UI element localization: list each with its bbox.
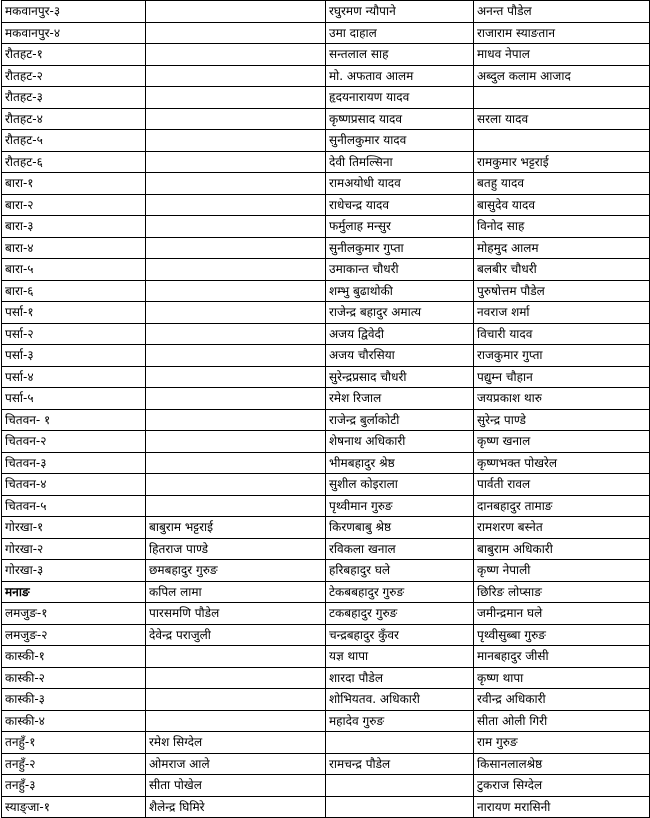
candidate-cell-col2 — [146, 409, 326, 431]
candidate-cell-col3: किरणबाबु श्रेष्ठ — [326, 517, 474, 539]
candidate-cell-col3: टकबहादुर गुरुङ — [326, 603, 474, 625]
candidate-cell-col2: शैलेन्द्र घिमिरे — [146, 796, 326, 818]
table-row — [2, 624, 650, 646]
candidate-cell-col4: बतहु यादव — [474, 173, 650, 195]
candidate-cell-col3: भीमबहादुर श्रेष्ठ — [326, 452, 474, 474]
table-row — [2, 517, 650, 539]
constituency-cell: पर्सा-३ — [2, 345, 146, 367]
candidate-cell-col2: पारसमणि पौडेल — [146, 603, 326, 625]
constituency-cell: चितवन-५ — [2, 495, 146, 517]
table-row — [2, 44, 650, 66]
constituency-cell: बारा-३ — [2, 216, 146, 238]
constituency-cell: लमजुङ-२ — [2, 624, 146, 646]
candidate-cell-col2 — [146, 87, 326, 109]
candidate-cell-col2 — [146, 495, 326, 517]
table-row — [2, 753, 650, 775]
candidate-cell-col4: कृष्ण खनाल — [474, 431, 650, 453]
constituency-cell: रौतहट-१ — [2, 44, 146, 66]
candidate-cell-col4: छिरिङ लोप्साङ — [474, 581, 650, 603]
constituency-cell: रौतहट-२ — [2, 65, 146, 87]
table-row — [2, 345, 650, 367]
candidate-cell-col2 — [146, 108, 326, 130]
table-row — [2, 646, 650, 668]
candidate-cell-col2: देवेन्द्र पराजुली — [146, 624, 326, 646]
table-row — [2, 22, 650, 44]
constituency-cell: मकवानपुर-३ — [2, 1, 146, 23]
candidate-cell-col2 — [146, 44, 326, 66]
candidate-cell-col3: सुरेन्द्रप्रसाद चौधरी — [326, 366, 474, 388]
constituency-cell: चितवन-३ — [2, 452, 146, 474]
constituency-cell: कास्की-४ — [2, 710, 146, 732]
constituency-cell: गोरखा-१ — [2, 517, 146, 539]
constituency-cell: चितवन-४ — [2, 474, 146, 496]
candidate-cell-col2 — [146, 646, 326, 668]
candidate-cell-col4: कृष्ण नेपाली — [474, 560, 650, 582]
candidate-cell-col3: शारदा पौडेल — [326, 667, 474, 689]
candidate-cell-col4: किसानलालश्रेष्ठ — [474, 753, 650, 775]
candidate-cell-col4: राजाराम स्याङतान — [474, 22, 650, 44]
candidate-cell-col4: बाबुराम अधिकारी — [474, 538, 650, 560]
candidate-cell-col3: फर्मुलाह मन्सुर — [326, 216, 474, 238]
table-row — [2, 237, 650, 259]
constituency-cell: कास्की-३ — [2, 689, 146, 711]
constituency-cell: पर्सा-२ — [2, 323, 146, 345]
candidate-cell-col4: सुरेन्द्र पाण्डे — [474, 409, 650, 431]
table-row — [2, 87, 650, 109]
candidate-cell-col3: चन्द्रबहादुर कुँवर — [326, 624, 474, 646]
constituency-cell: रौतहट-४ — [2, 108, 146, 130]
candidate-cell-col3: राजेन्द्र बुर्लाकोटी — [326, 409, 474, 431]
candidate-cell-col4: बलबीर चौधरी — [474, 259, 650, 281]
candidate-cell-col4: सीता ओली गिरी — [474, 710, 650, 732]
candidate-cell-col4: पार्वती रावल — [474, 474, 650, 496]
candidate-cell-col2: हितराज पाण्डे — [146, 538, 326, 560]
table-row — [2, 323, 650, 345]
candidate-cell-col4 — [474, 130, 650, 152]
candidate-cell-col2 — [146, 130, 326, 152]
candidate-cell-col4: जयप्रकाश थारु — [474, 388, 650, 410]
candidate-cell-col3: मो. अफताव आलम — [326, 65, 474, 87]
table-row — [2, 431, 650, 453]
candidate-cell-col4: बासुदेव यादव — [474, 194, 650, 216]
candidate-cell-col3: अजय द्विवेदी — [326, 323, 474, 345]
table-row — [2, 474, 650, 496]
candidate-cell-col2: रमेश सिग्देल — [146, 732, 326, 754]
candidate-cell-col4: रामशरण बस्नेत — [474, 517, 650, 539]
candidate-cell-col3: राधेचन्द्र यादव — [326, 194, 474, 216]
candidate-cell-col3: टेकबबहादुर गुरुङ — [326, 581, 474, 603]
constituency-cell: बारा-५ — [2, 259, 146, 281]
candidate-cell-col2 — [146, 667, 326, 689]
candidate-cell-col2 — [146, 689, 326, 711]
table-row — [2, 65, 650, 87]
constituency-cell: बारा-१ — [2, 173, 146, 195]
candidate-cell-col2 — [146, 431, 326, 453]
candidate-table-body — [2, 1, 650, 818]
table-row — [2, 538, 650, 560]
candidate-cell-col2 — [146, 366, 326, 388]
table-row — [2, 495, 650, 517]
candidate-cell-col2 — [146, 194, 326, 216]
table-row — [2, 689, 650, 711]
constituency-cell: मनाङ — [2, 581, 146, 603]
candidate-cell-col4: मानबहादुर जीसी — [474, 646, 650, 668]
candidate-cell-col4: कृष्ण थापा — [474, 667, 650, 689]
candidate-cell-col3: राजेन्द्र बहादुर अमात्य — [326, 302, 474, 324]
candidate-cell-col4: सरला यादव — [474, 108, 650, 130]
table-row — [2, 409, 650, 431]
constituency-cell: बारा-६ — [2, 280, 146, 302]
candidate-cell-col3: हृदयनारायण यादव — [326, 87, 474, 109]
constituency-cell: स्याङ्जा-१ — [2, 796, 146, 818]
candidate-cell-col4: पृथ्वीसुब्बा गुरुङ — [474, 624, 650, 646]
table-row — [2, 710, 650, 732]
candidate-cell-col3: देवी तिमल्सिना — [326, 151, 474, 173]
constituency-cell: तनहुँ-३ — [2, 775, 146, 797]
candidate-cell-col4: मोहमुद आलम — [474, 237, 650, 259]
candidate-cell-col4: रामकुमार भट्टराई — [474, 151, 650, 173]
candidate-cell-col3: रमेश रिजाल — [326, 388, 474, 410]
candidate-cell-col3: रघुरमण न्यौपाने — [326, 1, 474, 23]
candidate-cell-col2 — [146, 388, 326, 410]
candidate-cell-col2: सीता पोखेल — [146, 775, 326, 797]
candidate-cell-col3: सुनीलकुमार गुप्ता — [326, 237, 474, 259]
candidate-cell-col3: शोभियतव. अधिकारी — [326, 689, 474, 711]
table-row — [2, 302, 650, 324]
candidate-cell-col3 — [326, 732, 474, 754]
candidate-cell-col2 — [146, 151, 326, 173]
candidate-cell-col2 — [146, 323, 326, 345]
candidate-cell-col4: रवीन्द्र अधिकारी — [474, 689, 650, 711]
candidate-cell-col2 — [146, 237, 326, 259]
candidate-cell-col4: टुकराज सिग्देल — [474, 775, 650, 797]
candidate-cell-col4: अब्दुल कलाम आजाद — [474, 65, 650, 87]
constituency-cell: रौतहट-३ — [2, 87, 146, 109]
candidate-cell-col3: उमा दाहाल — [326, 22, 474, 44]
candidate-cell-col4: दानबहादुर तामाङ — [474, 495, 650, 517]
candidate-cell-col4: नवराज शर्मा — [474, 302, 650, 324]
table-row — [2, 732, 650, 754]
candidate-cell-col3: यज्ञ थापा — [326, 646, 474, 668]
table-row — [2, 775, 650, 797]
candidate-cell-col2 — [146, 173, 326, 195]
constituency-cell: तनहुँ-२ — [2, 753, 146, 775]
candidate-cell-col2: कपिल लामा — [146, 581, 326, 603]
candidate-cell-col2: ओमराज आले — [146, 753, 326, 775]
candidate-cell-col4: जमीन्द्रमान घले — [474, 603, 650, 625]
candidate-cell-col3: शेषनाथ अधिकारी — [326, 431, 474, 453]
candidate-cell-col3: पृथ्वीमान गुरुङ — [326, 495, 474, 517]
constituency-cell: तनहुँ-१ — [2, 732, 146, 754]
candidate-cell-col4: नारायण मरासिनी — [474, 796, 650, 818]
candidate-cell-col3 — [326, 796, 474, 818]
candidate-cell-col2 — [146, 1, 326, 23]
table-row — [2, 603, 650, 625]
candidate-cell-col4: पुरुषोत्तम पौडेल — [474, 280, 650, 302]
constituency-cell: रौतहट-५ — [2, 130, 146, 152]
table-row — [2, 173, 650, 195]
table-row — [2, 259, 650, 281]
table-row — [2, 667, 650, 689]
table-row — [2, 560, 650, 582]
candidate-cell-col3: कृष्णप्रसाद यादव — [326, 108, 474, 130]
candidate-cell-col3: रविकला खनाल — [326, 538, 474, 560]
table-row — [2, 216, 650, 238]
candidate-cell-col3: अजय चौरसिया — [326, 345, 474, 367]
constituency-cell: पर्सा-१ — [2, 302, 146, 324]
table-row — [2, 796, 650, 818]
candidate-cell-col4: विचारी यादव — [474, 323, 650, 345]
candidate-cell-col4: विनोद साह — [474, 216, 650, 238]
candidate-cell-col3: हरिबहादुर घले — [326, 560, 474, 582]
candidate-cell-col3: उमाकान्त चौधरी — [326, 259, 474, 281]
table-row — [2, 1, 650, 23]
candidate-table — [1, 0, 650, 818]
candidate-cell-col2 — [146, 216, 326, 238]
candidate-cell-col2: छमबहादुर गुरुङ — [146, 560, 326, 582]
candidate-cell-col2 — [146, 452, 326, 474]
candidate-cell-col2 — [146, 259, 326, 281]
candidate-cell-col3: महादेव गुरुङ — [326, 710, 474, 732]
candidate-cell-col2 — [146, 302, 326, 324]
candidate-cell-col4: कृष्णभक्त पोखरेल — [474, 452, 650, 474]
table-row — [2, 452, 650, 474]
candidate-cell-col3: शम्भु बुढाथोकी — [326, 280, 474, 302]
candidate-cell-col2 — [146, 710, 326, 732]
table-row — [2, 151, 650, 173]
constituency-cell: चितवन- १ — [2, 409, 146, 431]
table-row — [2, 280, 650, 302]
table-row — [2, 108, 650, 130]
candidate-cell-col4 — [474, 87, 650, 109]
candidate-cell-col4: राजकुमार गुप्ता — [474, 345, 650, 367]
candidate-cell-col4: पद्युम्न चौहान — [474, 366, 650, 388]
constituency-cell: रौतहट-६ — [2, 151, 146, 173]
table-row — [2, 366, 650, 388]
constituency-cell: बारा-२ — [2, 194, 146, 216]
constituency-cell: कास्की-२ — [2, 667, 146, 689]
candidate-cell-col3: रामचन्द्र पौडेल — [326, 753, 474, 775]
table-row — [2, 194, 650, 216]
candidate-cell-col2 — [146, 22, 326, 44]
constituency-cell: चितवन-२ — [2, 431, 146, 453]
constituency-cell: मकवानपुर-४ — [2, 22, 146, 44]
candidate-cell-col2 — [146, 474, 326, 496]
constituency-cell: पर्सा-४ — [2, 366, 146, 388]
candidate-cell-col3: रामअयोधी यादव — [326, 173, 474, 195]
candidate-cell-col2 — [146, 280, 326, 302]
candidate-cell-col2: बाबुराम भट्टराई — [146, 517, 326, 539]
candidate-cell-col3: सुनीलकुमार यादव — [326, 130, 474, 152]
candidate-cell-col4: अनन्त पौडेल — [474, 1, 650, 23]
candidate-cell-col2 — [146, 65, 326, 87]
candidate-cell-col4: राम गुरुङ — [474, 732, 650, 754]
table-row — [2, 388, 650, 410]
constituency-cell: गोरखा-२ — [2, 538, 146, 560]
candidate-cell-col3: सन्तलाल साह — [326, 44, 474, 66]
candidate-cell-col4: माधव नेपाल — [474, 44, 650, 66]
constituency-cell: लमजुङ-१ — [2, 603, 146, 625]
constituency-cell: गोरखा-३ — [2, 560, 146, 582]
candidate-cell-col2 — [146, 345, 326, 367]
candidate-cell-col3 — [326, 775, 474, 797]
table-row — [2, 130, 650, 152]
constituency-cell: पर्सा-५ — [2, 388, 146, 410]
constituency-cell: कास्की-१ — [2, 646, 146, 668]
constituency-cell: बारा-४ — [2, 237, 146, 259]
candidate-cell-col3: सुशील कोइराला — [326, 474, 474, 496]
table-row — [2, 581, 650, 603]
